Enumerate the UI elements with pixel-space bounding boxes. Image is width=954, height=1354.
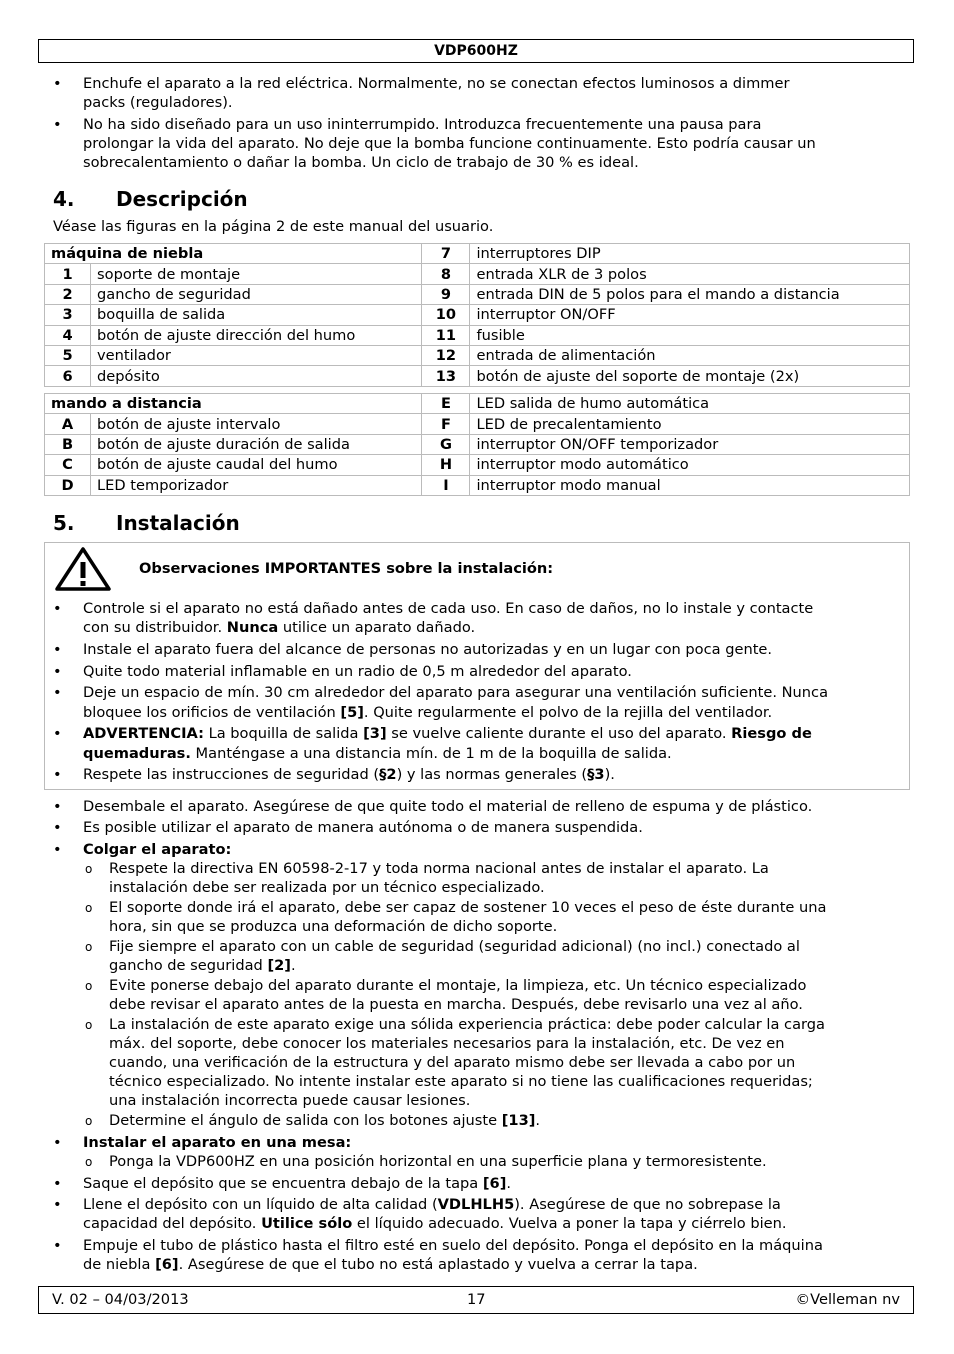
sub-5e: una instalación incorrecta puede causar lesiones. (109, 1092, 471, 1109)
install-bullet-2: Es posible utilizar el aparato de manera autónoma o de manera suspendida. (83, 819, 643, 836)
sub-bullet: o (85, 1155, 93, 1169)
part-number: 6 (45, 366, 91, 386)
bullet: • (53, 725, 62, 742)
footer-version: V. 02 – 04/03/2013 (52, 1291, 189, 1308)
bullet: • (53, 766, 62, 783)
sub-bullet: o (85, 1114, 93, 1128)
install-bullet-6b: capacidad del depósito. Utilice sólo el líquido adecuado. Vuelva a poner la tapa y ciérrelo bien. (83, 1215, 787, 1232)
part-number: 1 (45, 264, 91, 284)
install-bullet-6a: Llene el depósito con un líquido de alta calidad (VDLHLH5). Asegúrese de que no sobrepase la (83, 1196, 781, 1213)
warning-triangle-icon (54, 546, 112, 592)
part-number: 4 (45, 325, 91, 345)
sub-4b: debe revisar el aparato antes de la puesta en marcha. Después, debe revisarlo una vez al año. (109, 996, 803, 1013)
part-number: 5 (45, 345, 91, 365)
section-4-intro: Véase las figuras en la página 2 de este manual del usuario. (53, 218, 494, 235)
part-number: H (422, 455, 470, 475)
bullet: • (53, 600, 62, 617)
part-label: entrada XLR de 3 polos (470, 264, 910, 284)
sub-bullet: o (85, 901, 93, 915)
part-label: interruptores DIP (470, 244, 910, 264)
warning-bullet-6: Respete las instrucciones de seguridad (§2) y las normas generales (§3). (83, 766, 615, 783)
part-number: D (45, 475, 91, 495)
bullet: • (53, 1237, 62, 1254)
bullet: • (53, 684, 62, 701)
warning-bullet-5a: ADVERTENCIA: La boquilla de salida [3] se vuelve caliente durante el uso del aparato. Riesgo de (83, 725, 812, 742)
part-number: I (422, 475, 470, 495)
part-label: entrada DIN de 5 polos para el mando a distancia (470, 284, 910, 304)
warning-title: Observaciones IMPORTANTES sobre la instalación: (139, 560, 554, 577)
sub-3a: Fije siempre el aparato con un cable de seguridad (seguridad adicional) (no incl.) conectado al (109, 938, 800, 955)
bullet: • (53, 663, 62, 680)
bullet: • (53, 116, 62, 133)
part-number: 3 (45, 305, 91, 325)
install-bullet-4: Instalar el aparato en una mesa: (83, 1134, 352, 1151)
part-number: E (422, 394, 470, 414)
part-number: A (45, 414, 91, 434)
table-row (45, 366, 910, 386)
parts-table-fog-machine (44, 243, 910, 387)
sub-bullet: o (85, 940, 93, 954)
part-number: 11 (422, 325, 470, 345)
bullet: • (53, 819, 62, 836)
warning-bullet-1a: Controle si el aparato no está dañado antes de cada uso. En caso de daños, no lo instale y contacte (83, 600, 814, 617)
part-label: interruptor modo manual (470, 475, 910, 495)
intro-bullet-line: No ha sido diseñado para un uso ininterrumpido. Introduzca frecuentemente una pausa para (83, 116, 762, 133)
page-footer (38, 1286, 914, 1314)
table-row (45, 475, 910, 495)
part-number: G (422, 434, 470, 454)
part-label: soporte de montaje (91, 264, 422, 284)
sub-2b: hora, sin que se produzca una deformación de dicho soporte. (109, 918, 558, 935)
part-number: 8 (422, 264, 470, 284)
part-label: botón de ajuste del soporte de montaje (2x) (470, 366, 910, 386)
table-row (45, 455, 910, 475)
part-number: 2 (45, 284, 91, 304)
part-number: C (45, 455, 91, 475)
intro-bullet-line: prolongar la vida del aparato. No deje que la bomba funcione continuamente. Esto podría causar un (83, 135, 816, 152)
warning-bullet-4a: Deje un espacio de mín. 30 cm alrededor del aparato para asegurar una ventilación suficiente. Nunca (83, 684, 829, 701)
warning-bullet-5b: quemaduras. Manténgase a una distancia mín. de 1 m de la boquilla de salida. (83, 745, 672, 762)
sub-1b: instalación debe ser realizada por un técnico especializado. (109, 879, 545, 896)
page-header: VDP600HZ (38, 39, 914, 63)
warning-bullet-1b: con su distribuidor. Nunca utilice un aparato dañado. (83, 619, 476, 636)
install-bullet-5: Saque el depósito que se encuentra debajo de la tapa [6]. (83, 1175, 512, 1192)
install-bullet-7b: de niebla [6]. Asegúrese de que el tubo no está aplastado y vuelva a cerrar la tapa. (83, 1256, 698, 1273)
section-5-number: 5. (53, 511, 75, 535)
warning-bullet-2: Instale el aparato fuera del alcance de personas no autorizadas y en un lugar con poca gente. (83, 641, 773, 658)
sub-4a: Evite ponerse debajo del aparato durante el montaje, la limpieza, etc. Un técnico especializado (109, 977, 807, 994)
sub-bullet: o (85, 1018, 93, 1032)
bullet: • (53, 1134, 62, 1151)
bullet: • (53, 1175, 62, 1192)
part-label: boquilla de salida (91, 305, 422, 325)
table-header: máquina de niebla (45, 244, 422, 264)
part-label: botón de ajuste intervalo (91, 414, 422, 434)
part-label: LED salida de humo automática (470, 394, 910, 414)
part-label: interruptor ON/OFF temporizador (470, 434, 910, 454)
part-number: 12 (422, 345, 470, 365)
table-header: mando a distancia (45, 394, 422, 414)
part-label: botón de ajuste duración de salida (91, 434, 422, 454)
sub-5a: La instalación de este aparato exige una sólida experiencia práctica: debe poder calcular la carga (109, 1016, 825, 1033)
part-label: botón de ajuste caudal del humo (91, 455, 422, 475)
part-label: LED temporizador (91, 475, 422, 495)
footer-copyright: ©Velleman nv (795, 1291, 900, 1308)
table-row (45, 345, 910, 365)
intro-bullet-line: sobrecalentamiento o dañar la bomba. Un ciclo de trabajo de 30 % es ideal. (83, 154, 639, 171)
part-label: ventilador (91, 345, 422, 365)
sub-bullet: o (85, 979, 93, 993)
install-bullet-7a: Empuje el tubo de plástico hasta el filtro esté en suelo del depósito. Ponga el depósito en la máquina (83, 1237, 823, 1254)
warning-bullet-4b: bloquee los orificios de ventilación [5]. Quite regularmente el polvo de la rejilla del ventilador. (83, 704, 773, 721)
section-4-number: 4. (53, 187, 75, 211)
bullet: • (53, 641, 62, 658)
sub-5c: cuando, una verificación de la estructura y del aparato mismo debe ser llevada a cabo por un (109, 1054, 796, 1071)
table-row (45, 325, 910, 345)
part-number: F (422, 414, 470, 434)
install-bullet-1: Desembale el aparato. Asegúrese de que quite todo el material de relleno de espuma y de plástico. (83, 798, 813, 815)
part-label: entrada de alimentación (470, 345, 910, 365)
part-label: gancho de seguridad (91, 284, 422, 304)
table-row (45, 305, 910, 325)
part-label: interruptor ON/OFF (470, 305, 910, 325)
part-label: botón de ajuste dirección del humo (91, 325, 422, 345)
table-row (45, 394, 910, 414)
part-number: 9 (422, 284, 470, 304)
part-number: 7 (422, 244, 470, 264)
part-label: LED de precalentamiento (470, 414, 910, 434)
install-bullet-3: Colgar el aparato: (83, 841, 232, 858)
part-number: 10 (422, 305, 470, 325)
bullet: • (53, 798, 62, 815)
table-row (45, 414, 910, 434)
parts-table-remote (44, 393, 910, 496)
sub-7: Ponga la VDP600HZ en una posición horizontal en una superficie plana y termoresistente. (109, 1153, 767, 1170)
table-row (45, 434, 910, 454)
part-number: B (45, 434, 91, 454)
sub-2a: El soporte donde irá el aparato, debe ser capaz de sostener 10 veces el peso de éste durante una (109, 899, 827, 916)
sub-5d: técnico especializado. No intente instalar este aparato si no tiene las cualificaciones requeridas; (109, 1073, 813, 1090)
sub-6: Determine el ángulo de salida con los botones ajuste [13]. (109, 1112, 541, 1129)
part-number: 13 (422, 366, 470, 386)
table-row (45, 284, 910, 304)
section-4-title: Descripción (116, 187, 248, 211)
table-row (45, 244, 910, 264)
part-label: fusible (470, 325, 910, 345)
sub-3b: gancho de seguridad [2]. (109, 957, 296, 974)
section-5-title: Instalación (116, 511, 240, 535)
bullet: • (53, 841, 62, 858)
sub-5b: máx. del soporte, debe conocer los materiales necesarios para la instalación, etc. De vez en (109, 1035, 785, 1052)
part-label: interruptor modo automático (470, 455, 910, 475)
intro-bullet-line: Enchufe el aparato a la red eléctrica. Normalmente, no se conectan efectos luminosos a dimmer (83, 75, 790, 92)
table-row (45, 264, 910, 284)
bullet: • (53, 75, 62, 92)
sub-1a: Respete la directiva EN 60598-2-17 y toda norma nacional antes de instalar el aparato. La (109, 860, 769, 877)
footer-page-number: 17 (467, 1291, 486, 1308)
bullet: • (53, 1196, 62, 1213)
intro-bullet-line: packs (reguladores). (83, 94, 233, 111)
part-label: depósito (91, 366, 422, 386)
warning-bullet-3: Quite todo material inflamable en un radio de 0,5 m alrededor del aparato. (83, 663, 632, 680)
sub-bullet: o (85, 862, 93, 876)
